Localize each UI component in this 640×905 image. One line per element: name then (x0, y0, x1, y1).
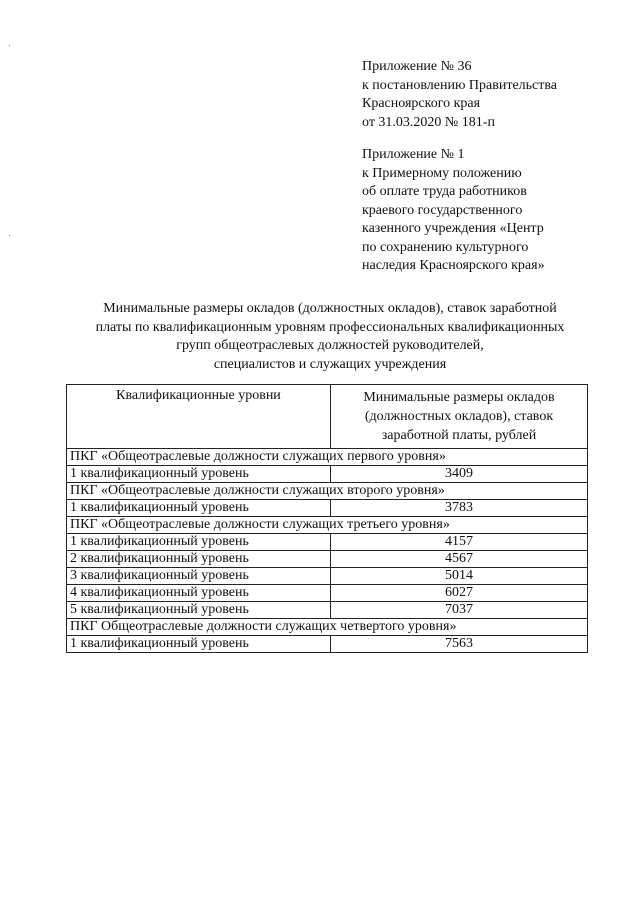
title-line: Минимальные размеры окладов (должностных окладов), ставок заработной (103, 301, 557, 316)
value-cell: 7563 (331, 636, 588, 653)
value-cell: 6027 (331, 585, 588, 602)
appendix-main-line: Красноярского края (362, 96, 481, 111)
title-line: специалистов и служащих учреждения (213, 356, 447, 372)
level-cell: 1 квалификационный уровень (67, 466, 331, 483)
appendix-sub-line: казенного учреждения «Центр (362, 221, 544, 236)
level-cell: 1 квалификационный уровень (67, 500, 331, 517)
table-header-row (67, 385, 588, 449)
value-cell: 4567 (331, 551, 588, 568)
value-cell: 7037 (331, 602, 588, 619)
value-cell: 3409 (331, 466, 588, 483)
level-cell: 3 квалификационный уровень (67, 568, 331, 585)
table-row (67, 466, 588, 483)
appendix-sub-line: по сохранению культурного (362, 239, 529, 255)
value-cell: 5014 (331, 568, 588, 585)
appendix-main-block (362, 58, 557, 132)
group-name: ПКГ «Общеотраслевые должности служащих первого уровня» (67, 449, 588, 466)
appendix-main-line: от 31.03.2020 № 181-п (362, 114, 495, 130)
document-title (40, 300, 620, 374)
group-row (67, 449, 588, 466)
table-row (67, 602, 588, 619)
group-row (67, 619, 588, 636)
level-cell: 5 квалификационный уровень (67, 602, 331, 619)
appendix-sub-block (362, 146, 545, 276)
table-row (67, 568, 588, 585)
title-line: платы по квалификационным уровням профессиональных квалификационных (95, 319, 565, 335)
level-cell: 2 квалификационный уровень (67, 551, 331, 568)
table-row (67, 534, 588, 551)
appendix-main-line: Приложение № 36 (362, 59, 472, 74)
appendix-main-line: к постановлению Правительства (362, 77, 558, 93)
value-cell: 3783 (331, 500, 588, 517)
salary-table (66, 384, 588, 653)
appendix-sub-line: Приложение № 1 (362, 147, 465, 162)
level-cell: 1 квалификационный уровень (67, 636, 331, 653)
group-name: ПКГ Общеотраслевые должности служащих четвертого уровня» (67, 619, 588, 636)
value-cell: 4157 (331, 534, 588, 551)
appendix-sub-line: об оплате труда работников (362, 184, 527, 199)
scan-mark (9, 235, 10, 236)
appendix-sub-line: к Примерному положению (362, 165, 522, 181)
level-cell: 4 квалификационный уровень (67, 585, 331, 602)
title-line: групп общеотраслевых должностей руководителей, (176, 338, 484, 353)
group-name: ПКГ «Общеотраслевые должности служащих третьего уровня» (67, 517, 588, 534)
group-row (67, 517, 588, 534)
table-row (67, 500, 588, 517)
header-levels: Квалификационные уровни (67, 385, 331, 449)
table-row (67, 636, 588, 653)
group-name: ПКГ «Общеотраслевые должности служащих второго уровня» (67, 483, 588, 500)
header-rates: Минимальные размеры окладов (должностных окладов), ставок заработной платы, рублей (331, 385, 588, 449)
scan-mark (9, 45, 10, 46)
table-row (67, 585, 588, 602)
appendix-sub-line: краевого государственного (362, 202, 523, 218)
table-row (67, 551, 588, 568)
level-cell: 1 квалификационный уровень (67, 534, 331, 551)
appendix-sub-line: наследия Красноярского края» (362, 258, 545, 273)
group-row (67, 483, 588, 500)
